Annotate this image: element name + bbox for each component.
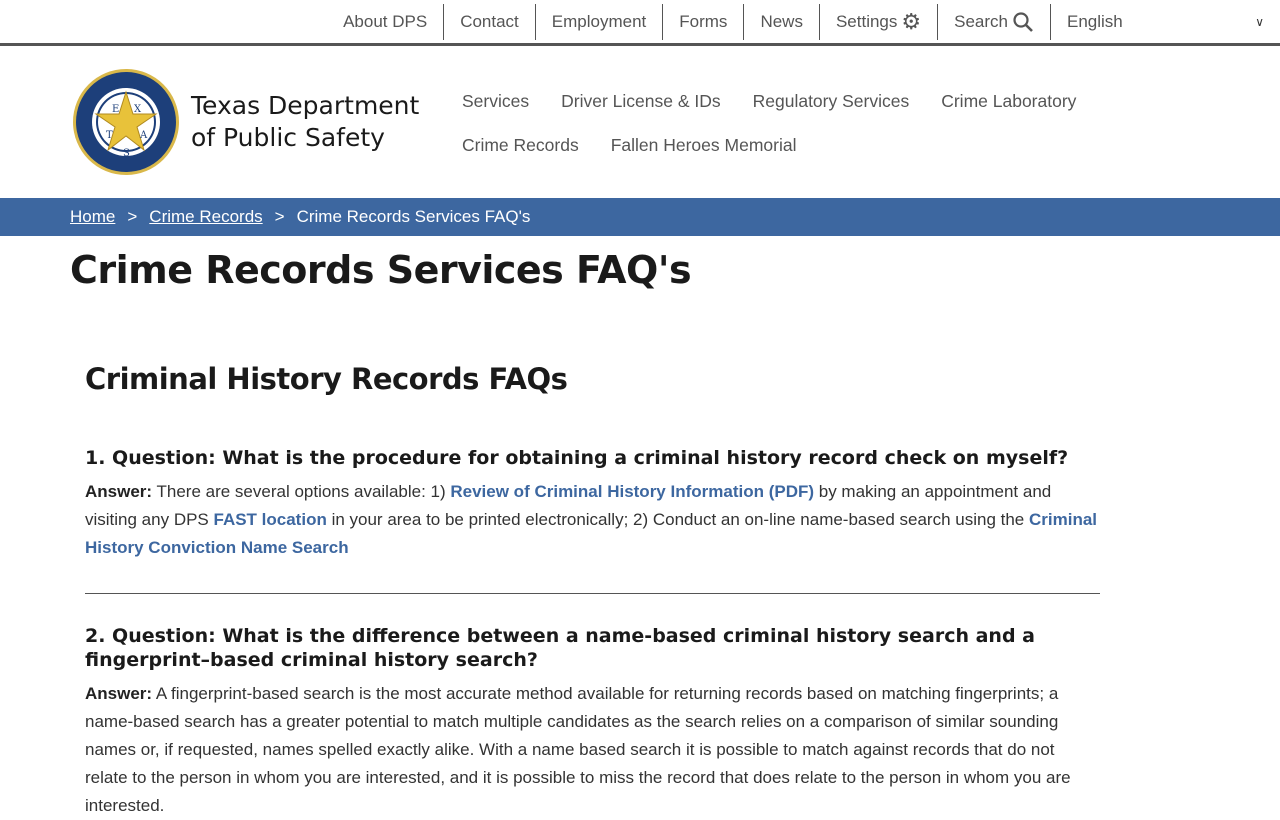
breadcrumb-separator: > [127, 207, 138, 226]
language-select[interactable] [1050, 4, 1280, 40]
contact-link[interactable]: Contact [443, 4, 535, 40]
nav-services[interactable]: Services [462, 91, 530, 111]
section-title: Criminal History Records FAQs [85, 362, 568, 396]
agency-name-line1: Texas Department [191, 91, 420, 120]
svg-text:E: E [112, 104, 120, 115]
about-dps-link[interactable]: About DPS [343, 12, 428, 31]
answer-text: in your area to be printed electronically; 2) Conduct an on-line name-based search using the [326, 510, 1029, 529]
answer-text: There are several options available: 1) [152, 482, 451, 501]
svg-text:S: S [123, 148, 130, 159]
answer-label: Answer: [85, 684, 153, 703]
nav-driver-license[interactable]: Driver License & IDs [561, 91, 721, 111]
faq-answer [85, 680, 1100, 820]
page-title: Crime Records Services FAQ's [70, 248, 692, 292]
answer-text: by making an appointment and visiting any DPS [85, 482, 1052, 529]
divider [85, 593, 1100, 594]
gear-icon: ⚙ [901, 9, 922, 34]
nav-crime-laboratory[interactable]: Crime Laboratory [941, 91, 1077, 111]
svg-text:X: X [134, 104, 142, 115]
forms-link[interactable]: Forms [662, 4, 743, 40]
faq-question: 2. Question: What is the difference between a name-based criminal history search and a fingerprint–based criminal history search? [85, 625, 1035, 671]
conviction-name-search-link[interactable]: Criminal History Conviction Name Search [85, 510, 1098, 557]
site-header [0, 46, 1280, 198]
breadcrumb-current: Crime Records Services FAQ's [296, 207, 531, 226]
agency-name-line2: of Public Safety [191, 123, 385, 152]
answer-text: A fingerprint-based search is the most accurate method available for returning records based on matching fingerprints; a name-based search has a greater potential to match multiple candidates as the search relies on a comparison of similar sounding names or, if requested, names spelled exactly alike. With a name based search it is possible to match against records that do not relate to the person in whom you are interested, and it is possible to miss the record that does relate to the person in whom you are interested. [85, 684, 1071, 815]
svg-text:T: T [106, 130, 113, 141]
fast-location-link[interactable]: FAST location [213, 510, 327, 529]
nav-fallen-heroes[interactable]: Fallen Heroes Memorial [610, 135, 797, 155]
agency-name[interactable] [191, 90, 419, 154]
main-nav [446, 90, 1126, 156]
language-value: English [1067, 12, 1123, 31]
breadcrumb-home[interactable]: Home [70, 207, 116, 226]
search-button[interactable] [937, 4, 1050, 40]
utility-nav [327, 4, 1280, 40]
answer-label: Answer: [85, 482, 153, 501]
search-label: Search [954, 12, 1008, 31]
utility-bar [0, 0, 1280, 46]
faq-content [85, 362, 1100, 820]
review-criminal-history-link[interactable]: Review of Criminal History Information (PDF) [450, 482, 815, 501]
search-icon [1012, 11, 1034, 33]
breadcrumb-separator: > [274, 207, 285, 226]
dps-seal-logo[interactable] [72, 68, 180, 176]
employment-link[interactable]: Employment [535, 4, 662, 40]
breadcrumb-crime-records[interactable]: Crime Records [149, 207, 263, 226]
chevron-down-icon: ∨ [1255, 15, 1264, 29]
faq-answer [85, 478, 1100, 562]
svg-text:A: A [140, 130, 148, 141]
settings-label: Settings [835, 12, 898, 31]
settings-button[interactable] [819, 4, 937, 40]
nav-crime-records[interactable]: Crime Records [462, 135, 579, 155]
news-link[interactable]: News [743, 4, 819, 40]
breadcrumb [0, 198, 1280, 236]
nav-regulatory-services[interactable]: Regulatory Services [752, 91, 910, 111]
faq-question: 1. Question: What is the procedure for obtaining a criminal history record check on myself? [85, 447, 1069, 469]
